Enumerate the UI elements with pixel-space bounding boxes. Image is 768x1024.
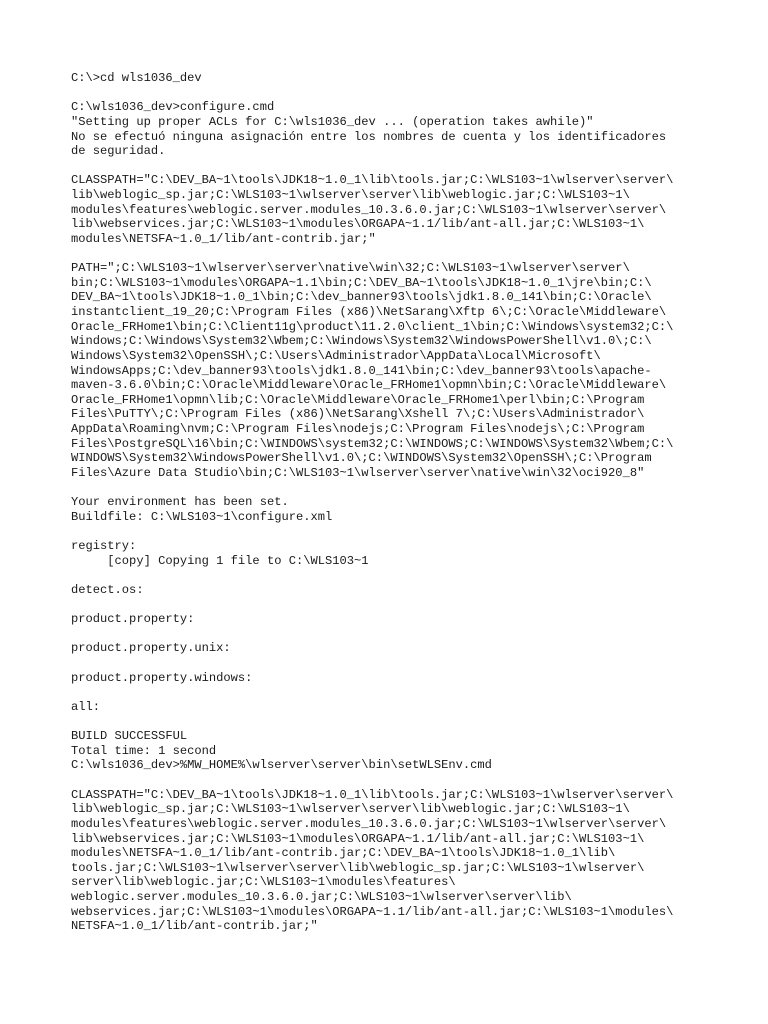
transcript-line: lib\webservices.jar;C:\WLS103~1\modules\ORGAPA~1.1/lib/ant-all.jar;C:\WLS103~1\ — [71, 217, 645, 232]
transcript-line — [71, 524, 711, 539]
transcript-line — [71, 568, 711, 583]
transcript-line: lib\webservices.jar;C:\WLS103~1\modules\ORGAPA~1.1/lib/ant-all.jar;C:\WLS103~1\ — [71, 831, 645, 846]
transcript-line: all: — [71, 699, 101, 714]
transcript-line: product.property.windows: — [71, 670, 253, 685]
transcript-line: Files\PostgreSQL\16\bin;C:\WINDOWS\system32;C:\WINDOWS;C:\WINDOWS\System32\Wbem;C:\ — [71, 436, 674, 451]
transcript-line: detect.os: — [71, 582, 144, 597]
transcript-line: lib\weblogic_sp.jar;C:\WLS103~1\wlserver\server\lib\weblogic.jar;C:\WLS103~1\ — [71, 802, 630, 817]
transcript-line: product.property: — [71, 612, 195, 627]
transcript-line: bin;C:\WLS103~1\modules\ORGAPA~1.1\bin;C:\DEV_BA~1\tools\JDK18~1.0_1\jre\bin;C:\ — [71, 275, 652, 290]
transcript-line: No se efectuó ninguna asignación entre los nombres de cuenta y los identificadores — [71, 129, 667, 144]
transcript-line: NETSFA~1.0_1/lib/ant-contrib.jar;" — [71, 919, 318, 934]
transcript-line: DEV_BA~1\tools\JDK18~1.0_1\bin;C:\dev_banner93\tools\jdk1.8.0_141\bin;C:\Oracle\ — [71, 290, 652, 305]
transcript-line: de seguridad. — [71, 144, 166, 159]
transcript-line: PATH=";C:\WLS103~1\wlserver\server\native\win\32;C:\WLS103~1\wlserver\server\ — [71, 261, 630, 276]
console-transcript — [71, 71, 711, 934]
transcript-line: Oracle_FRHome1\opmn\lib;C:\Oracle\Middleware\Oracle_FRHome1\perl\bin;C:\Program — [71, 392, 645, 407]
transcript-line: Files\PuTTY\;C:\Program Files (x86)\NetSarang\Xshell 7\;C:\Users\Administrador\ — [71, 407, 645, 422]
transcript-line — [71, 86, 711, 101]
transcript-line: Buildfile: C:\WLS103~1\configure.xml — [71, 509, 333, 524]
transcript-line: C:\wls1036_dev>%MW_HOME%\wlserver\server\bin\setWLSEnv.cmd — [71, 758, 492, 773]
transcript-line: AppData\Roaming\nvm;C:\Program Files\nodejs;C:\Program Files\nodejs\;C:\Program — [71, 422, 645, 436]
transcript-line: Oracle_FRHome1\bin;C:\Client11g\product\11.2.0\client_1\bin;C:\Windows\system32;C:\ — [71, 319, 674, 334]
transcript-line: modules\NETSFA~1.0_1/lib/ant-contrib.jar;C:\DEV_BA~1\tools\JDK18~1.0_1\lib\ — [71, 846, 616, 861]
transcript-line — [71, 159, 711, 174]
transcript-line: webservices.jar;C:\WLS103~1\modules\ORGAPA~1.1/lib/ant-all.jar;C:\WLS103~1\modules\ — [71, 904, 674, 919]
transcript-line: WINDOWS\System32\WindowsPowerShell\v1.0\;C:\WINDOWS\System32\OpenSSH\;C:\Program — [71, 451, 652, 466]
transcript-line: instantclient_19_20;C:\Program Files (x86)\NetSarang\Xftp 6\;C:\Oracle\Middleware\ — [71, 305, 667, 319]
transcript-line: Windows;C:\Windows\System32\Wbem;C:\Windows\System32\WindowsPowerShell\v1.0\;C:\ — [71, 334, 652, 349]
transcript-line: CLASSPATH="C:\DEV_BA~1\tools\JDK18~1.0_1\lib\tools.jar;C:\WLS103~1\wlserver\server\ — [71, 787, 674, 802]
transcript-line: modules\features\weblogic.server.modules_10.3.6.0.jar;C:\WLS103~1\wlserver\server\ — [71, 816, 667, 831]
transcript-line: WindowsApps;C:\dev_banner93\tools\jdk1.8.0_141\bin;C:\dev_banner93\tools\apache- — [71, 363, 652, 378]
transcript-line — [71, 715, 711, 730]
transcript-line: CLASSPATH="C:\DEV_BA~1\tools\JDK18~1.0_1\lib\tools.jar;C:\WLS103~1\wlserver\server\ — [71, 173, 674, 188]
transcript-line — [71, 656, 711, 671]
transcript-line: Files\Azure Data Studio\bin;C:\WLS103~1\wlserver\server\native\win\32\oci920_8" — [71, 465, 645, 480]
transcript-line: [copy] Copying 1 file to C:\WLS103~1 — [71, 553, 369, 568]
transcript-line: weblogic.server.modules_10.3.6.0.jar;C:\WLS103~1\wlserver\server\lib\ — [71, 890, 572, 904]
transcript-line: tools.jar;C:\WLS103~1\wlserver\server\lib\weblogic_sp.jar;C:\WLS103~1\wlserver\ — [71, 860, 645, 875]
transcript-line: registry: — [71, 539, 137, 553]
transcript-line: BUILD SUCCESSFUL — [71, 729, 188, 744]
transcript-line: C:\>cd wls1036_dev — [71, 71, 202, 85]
transcript-line: modules\features\weblogic.server.modules_10.3.6.0.jar;C:\WLS103~1\wlserver\server\ — [71, 202, 667, 217]
transcript-line: C:\wls1036_dev>configure.cmd — [71, 100, 275, 115]
transcript-line — [71, 627, 711, 642]
transcript-line: Total time: 1 second — [71, 743, 217, 758]
transcript-line: modules\NETSFA~1.0_1/lib/ant-contrib.jar;" — [71, 231, 376, 246]
transcript-line: server\lib\weblogic.jar;C:\WLS103~1\modules\features\ — [71, 875, 456, 890]
transcript-line — [71, 481, 711, 496]
transcript-line: maven-3.6.0\bin;C:\Oracle\Middleware\Oracle_FRHome1\opmn\bin;C:\Oracle\Middleware\ — [71, 378, 667, 393]
transcript-line — [71, 773, 711, 788]
transcript-line: Your environment has been set. — [71, 495, 289, 510]
transcript-line: lib\weblogic_sp.jar;C:\WLS103~1\wlserver\server\lib\weblogic.jar;C:\WLS103~1\ — [71, 188, 630, 202]
transcript-line — [71, 685, 711, 700]
transcript-line — [71, 598, 711, 613]
transcript-line — [71, 247, 711, 262]
transcript-line: product.property.unix: — [71, 641, 231, 656]
transcript-line: Windows\System32\OpenSSH\;C:\Users\Administrador\AppData\Local\Microsoft\ — [71, 348, 601, 363]
transcript-line: "Setting up proper ACLs for C:\wls1036_dev ... (operation takes awhile)" — [71, 114, 594, 129]
